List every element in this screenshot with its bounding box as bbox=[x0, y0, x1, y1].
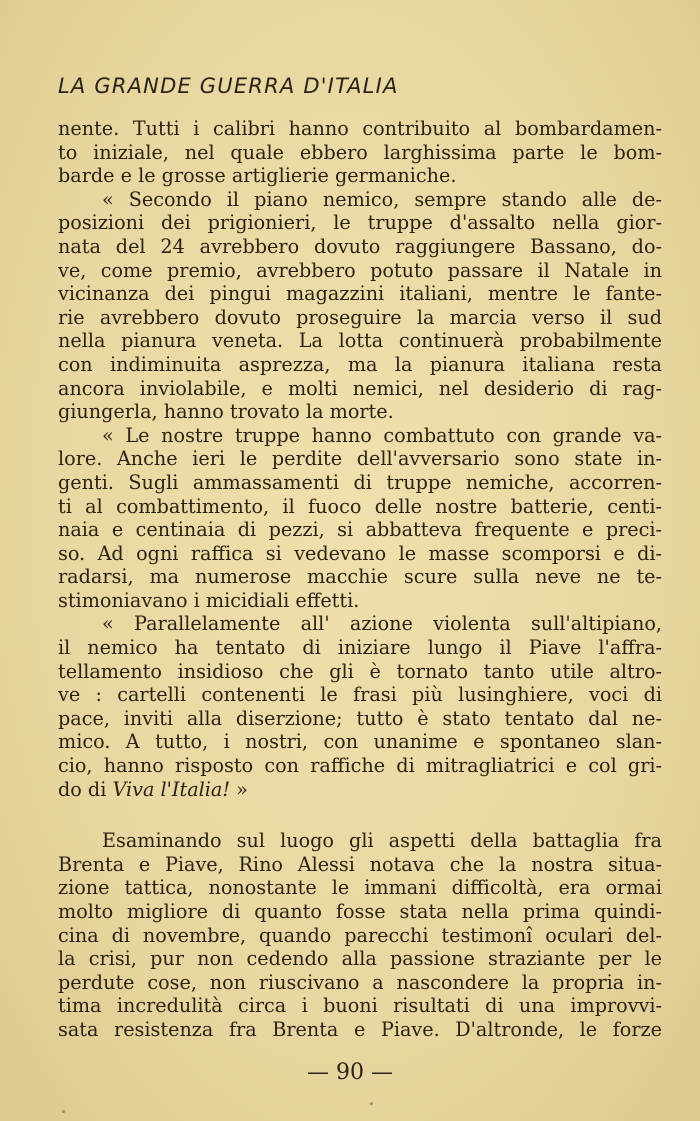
text-line: giungerla, hanno trovato la morte. bbox=[58, 400, 394, 424]
text-line: tellamento insidioso che gli è tornato tanto utile altro- bbox=[58, 659, 662, 683]
text-line: genti. Sugli ammassamenti di truppe nemiche, accorren- bbox=[58, 470, 662, 494]
text-line: la crisi, pur non cedendo alla passione straziante per le bbox=[58, 947, 662, 971]
text-line: mico. A tutto, i nostri, con unanime e spontaneo slan- bbox=[58, 730, 662, 754]
text-line: « Secondo il piano nemico, sempre stando alle de- bbox=[102, 187, 662, 211]
text-line: cio, hanno risposto con raffiche di mitragliatrici e col gri- bbox=[58, 754, 662, 778]
text-line: con indiminuita asprezza, ma la pianura italiana resta bbox=[58, 352, 662, 376]
paragraph bbox=[58, 188, 662, 424]
closing-text: do di bbox=[58, 777, 113, 801]
text-line: posizioni dei prigionieri, le truppe d'assalto nella gior- bbox=[58, 211, 662, 235]
paragraph bbox=[58, 612, 662, 801]
text-line: Brenta e Piave, Rino Alessi notava che la nostra situa- bbox=[58, 852, 662, 876]
text-line: Esaminando sul luogo gli aspetti della battaglia fra bbox=[102, 829, 662, 853]
paper-speck bbox=[370, 1102, 373, 1105]
text-line: ti al combattimento, il fuoco delle nostre batterie, centi- bbox=[58, 494, 662, 518]
paragraph bbox=[58, 117, 662, 188]
text-line: nente. Tutti i calibri hanno contribuito al bombardamen- bbox=[58, 117, 662, 140]
text-line: nella pianura veneta. La lotta continuerà probabilmente bbox=[58, 329, 662, 353]
text-line: sata resistenza fra Brenta e Piave. D'altronde, le forze bbox=[58, 1017, 662, 1041]
text-line: to iniziale, nel quale ebbero larghissima parte le bom- bbox=[58, 140, 662, 164]
text-line: perdute cose, non riuscivano a nascondere la propria in- bbox=[58, 970, 662, 994]
paragraph bbox=[58, 424, 662, 613]
paragraph bbox=[58, 829, 662, 1041]
text-line: so. Ad ogni raffica si vedevano le masse scomporsi e di- bbox=[58, 541, 662, 565]
text-line: il nemico ha tentato di iniziare lungo il Piave l'affra- bbox=[58, 636, 662, 660]
paragraph-spacer bbox=[58, 801, 662, 829]
text-line: cina di novembre, quando parecchi testimonî oculari del- bbox=[58, 923, 662, 947]
text-line: molto migliore di quanto fosse stata nella prima quindi- bbox=[58, 900, 662, 923]
body-text bbox=[58, 117, 662, 1042]
text-line: barde e le grosse artiglierie germaniche. bbox=[58, 164, 457, 188]
text-line: zione tattica, nonostante le immani difficoltà, era ormai bbox=[58, 876, 662, 900]
page-number: — 90 — bbox=[307, 1060, 393, 1085]
text-line: radarsi, ma numerose macchie scure sulla neve ne te- bbox=[58, 565, 662, 589]
running-head: LA GRANDE GUERRA D'ITALIA bbox=[58, 74, 399, 98]
text-line: nata del 24 avrebbero dovuto raggiungere Bassano, do- bbox=[58, 234, 662, 258]
text-line: rie avrebbero dovuto proseguire la marcia verso il sud bbox=[58, 305, 662, 329]
text-line: ve : cartelli contenenti le frasi più lusinghiere, voci di bbox=[58, 683, 662, 707]
closing-quote: » bbox=[230, 777, 248, 801]
text-line: tima incredulità circa i buoni risultati di una improvvi- bbox=[58, 994, 662, 1018]
text-line: « Parallelamente all' azione violenta sull'altipiano, bbox=[102, 612, 662, 636]
text-line: stimoniavano i micidiali effetti. bbox=[58, 588, 360, 612]
text-line: ve, come premio, avrebbero potuto passare il Natale in bbox=[58, 258, 662, 282]
text-line: « Le nostre truppe hanno combattuto con grande va- bbox=[102, 423, 662, 447]
paper-speck bbox=[62, 1110, 65, 1113]
text-line: vicinanza dei pingui magazzini italiani, mentre le fante- bbox=[58, 282, 662, 306]
text-line: ancora inviolabile, e molti nemici, nel desiderio di rag- bbox=[58, 376, 662, 400]
text-line: naia e centinaia di pezzi, si abbatteva frequente e preci- bbox=[58, 518, 662, 542]
italic-exclamation: Viva l'Italia! bbox=[112, 777, 231, 801]
closing-line bbox=[58, 778, 662, 802]
text-line: pace, inviti alla diserzione; tutto è stato tentato dal ne- bbox=[58, 706, 662, 730]
text-line: lore. Anche ieri le perdite dell'avversario sono state in- bbox=[58, 447, 662, 471]
